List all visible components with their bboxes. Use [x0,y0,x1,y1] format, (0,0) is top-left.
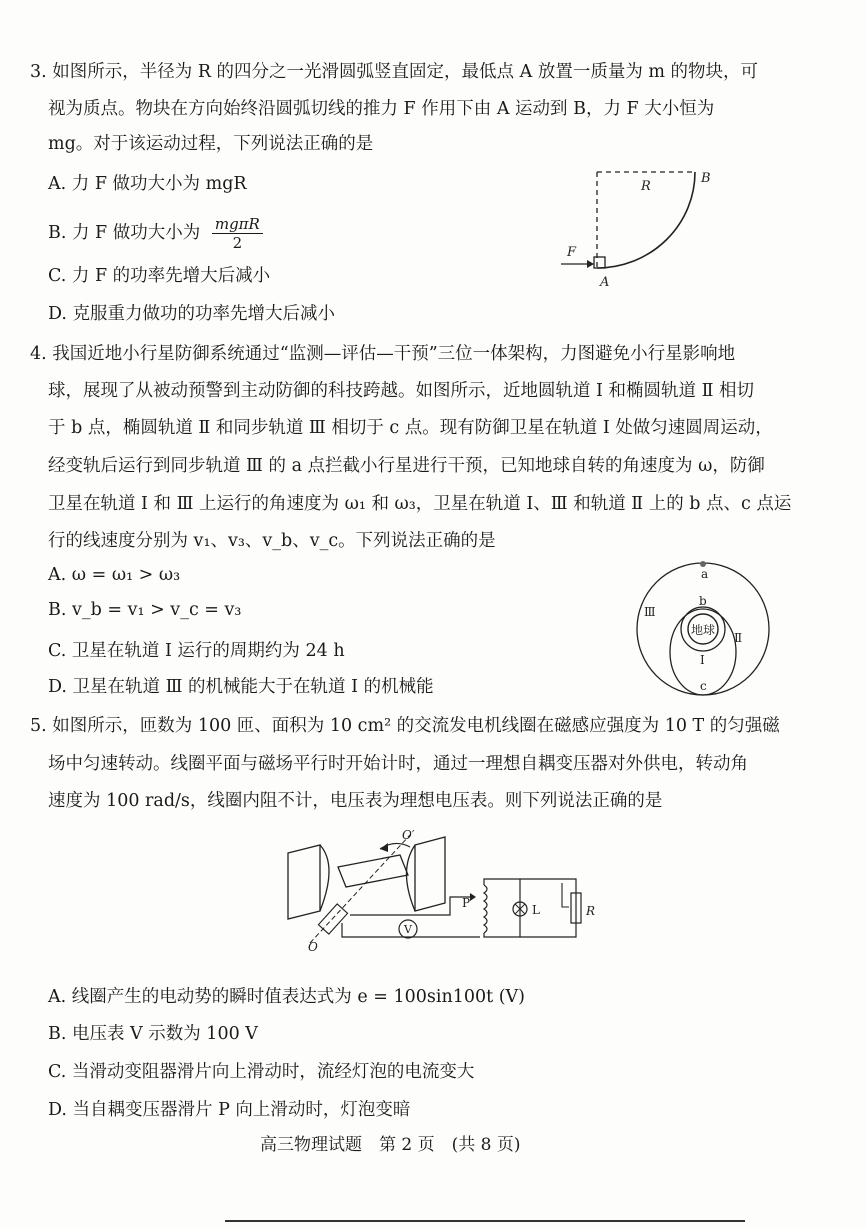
label-O-prime: O′ [402,828,415,842]
q3-option-b-prefix: B. 力 F 做功大小为 [48,223,201,243]
fraction-denominator: 2 [232,234,243,252]
q5-option-c: C. 当滑动变阻器滑片向上滑动时，流经灯泡的电流变大 [48,1062,475,1082]
q4-option-c: C. 卫星在轨道 Ⅰ 运行的周期约为 24 h [48,641,345,661]
footer-rule [225,1220,745,1222]
label-F: F [567,245,577,260]
q5-generator-figure [280,825,600,955]
wire-secondary [484,879,520,937]
magnet-right-face [407,845,416,911]
autotransformer [484,885,487,933]
earth-label: 地球 [690,623,716,637]
q4-option-d: D. 卫星在轨道 Ⅲ 的机械能大于在轨道 Ⅰ 的机械能 [48,677,434,697]
label-a: a [701,567,709,581]
q3-line3: mg。对于该运动过程，下列说法正确的是 [48,134,374,154]
q4-line3: 于 b 点，椭圆轨道 Ⅱ 和同步轨道 Ⅲ 相切于 c 点。现有防御卫星在轨道 Ⅰ 处做匀速圆周运动， [48,418,773,438]
wire-rheostat [520,879,576,937]
q4-line1: 4. 我国近地小行星防御系统通过“监测—评估—干预”三位一体架构，力图避免小行星影响地 [30,344,736,364]
rheostat-slider [562,883,569,907]
q5-option-a: A. 线圈产生的电动势的瞬时值表达式为 e = 100sin100t (V) [48,987,526,1007]
q3-option-c: C. 力 F 的功率先增大后减小 [48,266,271,286]
fraction-numerator: mgπR [212,215,263,234]
slider-p [470,893,476,901]
magnet-left-face [320,845,329,911]
q5-line3: 速度为 100 rad/s，线圈内阻不计，电压表为理想电压表。则下列说法正确的是 [48,791,663,811]
label-O: O [308,940,318,954]
q4-line6: 行的线速度分别为 v₁、v₃、v_b、v_c。下列说法正确的是 [48,531,496,551]
q3-line2: 视为质点。物块在方向始终沿圆弧切线的推力 F 作用下由 A 运动到 B，力 F 大小恒为 [48,99,715,119]
q4-line5: 卫星在轨道 Ⅰ 和 Ⅲ 上运行的角速度为 ω₁ 和 ω₃，卫星在轨道 Ⅰ、Ⅲ 和轨道 Ⅱ 上的 b 点、c 点运 [48,494,792,514]
q3-option-a: A. 力 F 做功大小为 mgR [48,174,247,194]
q3-line1: 3. 如图所示，半径为 R 的四分之一光滑圆弧竖直固定，最低点 A 放置一质量为 m 的物块，可 [30,62,759,82]
q3-option-d: D. 克服重力做功的功率先增大后减小 [48,304,336,324]
q4-line4: 经变轨后运行到同步轨道 Ⅲ 的 a 点拦截小行星进行干预，已知地球自转的角速度为 ω，防御 [48,456,765,476]
force-arrowhead [587,260,594,268]
coil [338,855,408,887]
label-I: Ⅰ [700,653,705,667]
wire-to-p [350,897,470,915]
q5-option-d: D. 当自耦变压器滑片 P 向上滑动时，灯泡变暗 [48,1100,411,1120]
q4-option-a: A. ω = ω₁ > ω₃ [48,565,181,585]
label-III: Ⅲ [644,605,656,619]
label-R: R [641,179,651,194]
q4-line2: 球，展现了从被动预警到主动防御的科技跨越。如图所示，近地圆轨道 Ⅰ 和椭圆轨道 Ⅱ 相切 [48,381,755,401]
q3-arc-figure [555,160,725,290]
q3-option-b [48,215,263,252]
magnet-left [288,845,320,919]
label-R: R [586,904,596,918]
label-L: L [532,903,540,917]
magnet-right [415,837,445,911]
q5-line1: 5. 如图所示，匝数为 100 匝、面积为 10 cm² 的交流发电机线圈在磁感应强度为 10 T 的匀强磁 [30,716,780,736]
label-c: c [700,679,707,693]
label-B: B [701,171,711,186]
q4-orbit-figure [630,560,780,700]
label-A: A [600,275,610,290]
rotation-arrowhead [380,843,388,852]
label-II: Ⅱ [734,631,743,645]
page-footer: 高三物理试题 第 2 页 (共 8 页) [260,1135,521,1155]
label-b: b [699,594,707,608]
q3-option-b-fraction [212,215,263,252]
label-P: P [462,896,471,910]
voltmeter-label: V [404,923,412,936]
q5-line2: 场中匀速转动。线圈平面与磁场平行时开始计时，通过一理想自耦变压器对外供电，转动角 [48,754,748,774]
q5-option-b: B. 电压表 V 示数为 100 V [48,1024,258,1044]
q4-option-b: B. v_b = v₁ > v_c = v₃ [48,600,242,620]
block [594,257,605,268]
